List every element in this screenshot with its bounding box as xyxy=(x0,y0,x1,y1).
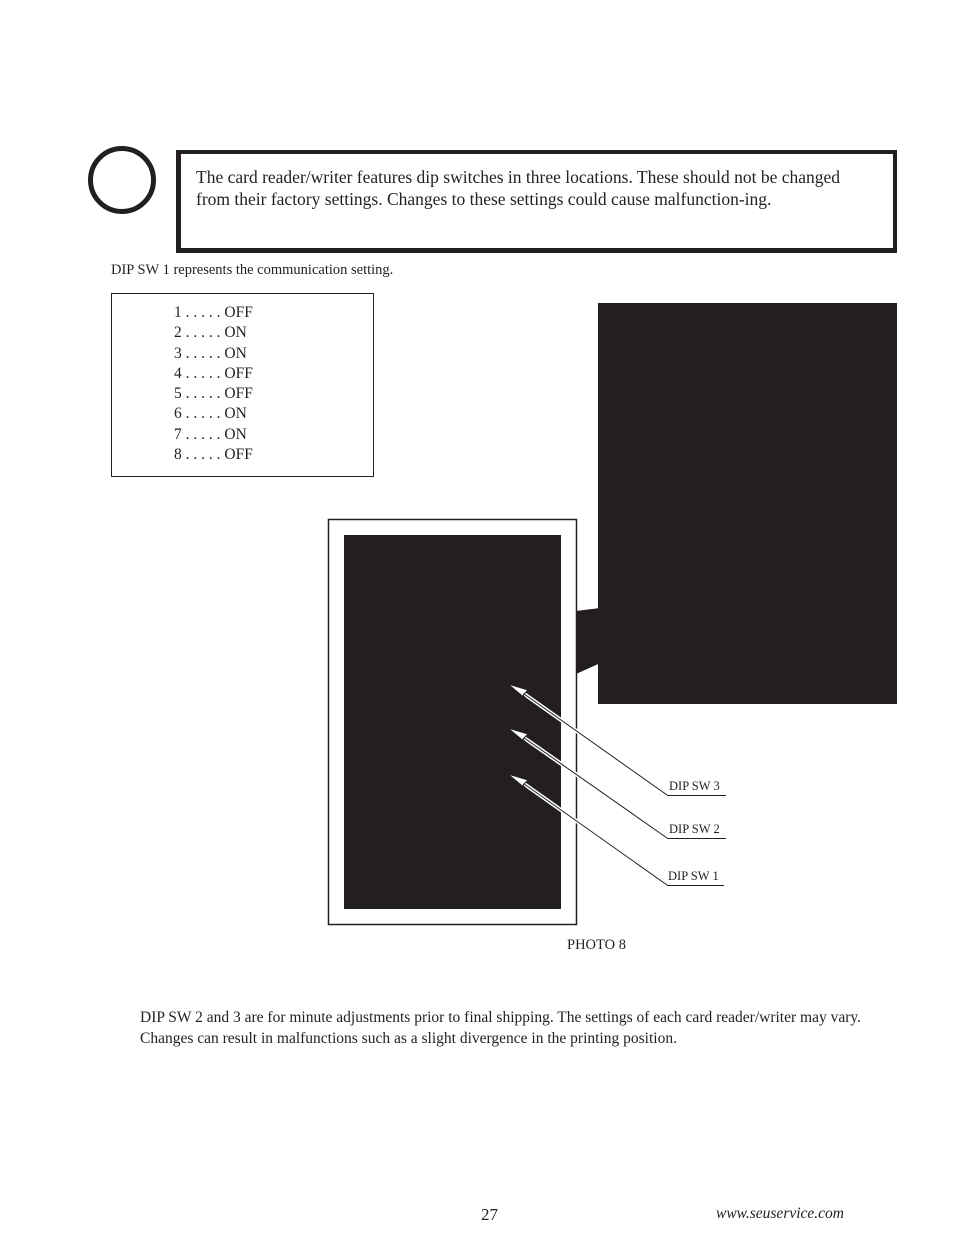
main-photo xyxy=(344,535,561,909)
setting-item-6: 6 . . . . . ON xyxy=(174,405,247,423)
dip-sw2-label: DIP SW 2 xyxy=(669,822,720,836)
website-url: www.seuservice.com xyxy=(716,1205,844,1222)
setting-item-5: 5 . . . . . OFF xyxy=(174,385,253,403)
setting-item-8: 8 . . . . . OFF xyxy=(174,446,253,464)
photo-caption: PHOTO 8 xyxy=(567,937,626,953)
dip-sw1-intro: DIP SW 1 represents the communication setting. xyxy=(111,262,394,278)
setting-item-2: 2 . . . . . ON xyxy=(174,324,247,342)
dip-sw3-label: DIP SW 3 xyxy=(669,779,720,793)
setting-item-4: 4 . . . . . OFF xyxy=(174,364,253,382)
dip-sw23-note: DIP SW 2 and 3 are for minute adjustments prior to final shipping. The settings of each card reader/writer may vary. Changes can result in malfunctions such as a slight divergence in the printing position. xyxy=(140,1009,861,1047)
page-number: 27 xyxy=(481,1205,498,1224)
setting-item-3: 3 . . . . . ON xyxy=(174,344,247,362)
setting-item-7: 7 . . . . . ON xyxy=(174,425,247,443)
setting-item-1: 1 . . . . . OFF xyxy=(174,304,253,321)
caution-text: The card reader/writer features dip switches in three locations. These should not be changed from their factory settings. Changes to these settings could cause malfunction-ing. xyxy=(196,167,841,209)
dip-sw1-label: DIP SW 1 xyxy=(668,869,719,883)
